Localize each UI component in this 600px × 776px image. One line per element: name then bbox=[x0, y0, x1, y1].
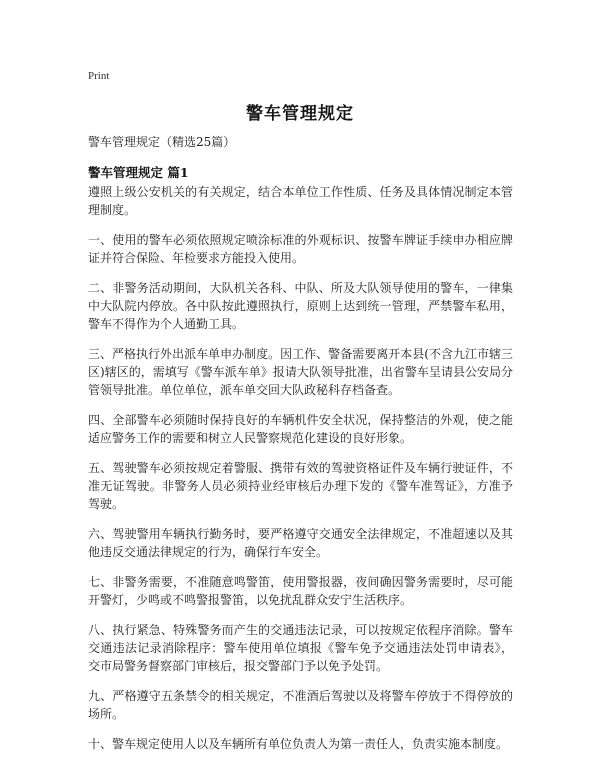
paragraph-item-8: 八、执行紧急、特殊警务而产生的交通违法记录，可以按规定依程序消除。警车交通违法记录消除程序：警车使用单位填报《警车免予交通违法处罚申请表》，交市局警务督察部门审核后，报交警部门予以免予处罚。 bbox=[88, 623, 513, 673]
paragraph-item-10: 十、警车规定使用人以及车辆所有单位负责人为第一责任人，负责实施本制度。 bbox=[88, 737, 509, 751]
document-subtitle: 警车管理规定（精选25篇） bbox=[88, 135, 236, 149]
paragraph-item-4: 四、全部警车必须随时保持良好的车辆机件安全状况，保持整洁的外观，使之能适应警务工作的需要和树立人民警察规范化建设的良好形象。 bbox=[88, 413, 513, 445]
paragraph-item-3: 三、严格执行外出派车单申办制度。因工作、警备需要离开本县(不含九江市辖三区)辖区的，需填写《警车派车单》报请大队领导批准，出省警车呈请县公安局分管领导批准。单位单位，派车单交回大队政秘科存档备查。 bbox=[88, 347, 513, 397]
paragraph-item-1: 一、使用的警车必须依照规定喷涂标准的外观标识、按警车牌证手续申办相应牌证并符合保险、年检要求方能投入使用。 bbox=[88, 233, 513, 265]
document-body bbox=[88, 183, 513, 765]
print-link[interactable]: Print bbox=[88, 70, 110, 82]
paragraph-item-9: 九、严格遵守五条禁令的相关规定，不准酒后驾驶以及将警车停放于不得停放的场所。 bbox=[88, 689, 513, 721]
document-title: 警车管理规定 bbox=[246, 104, 354, 124]
paragraph-item-7: 七、非警务需要，不准随意鸣警笛，使用警报器，夜间确因警务需要时，尽可能开警灯，少鸣或不鸣警报警笛，以免扰乱群众安宁生活秩序。 bbox=[88, 575, 513, 607]
paragraph-item-5: 五、驾驶警车必须按规定着警服、携带有效的驾驶资格证件及车辆行驶证件，不准无证驾驶。非警务人员必须持业经审核后办理下发的《警车准驾证》，方准予驾驶。 bbox=[88, 461, 513, 511]
paragraph-item-2: 二、非警务活动期间，大队机关各科、中队、所及大队领导使用的警车，一律集中大队院内停放。各中队按此遵照执行，原则上达到统一管理，严禁警车私用，警车不得作为个人通勤工具。 bbox=[88, 281, 513, 331]
paragraph-item-6: 六、驾驶警用车辆执行勤务时，要严格遵守交通安全法律规定，不准超速以及其他违反交通法律规定的行为，确保行车安全。 bbox=[88, 527, 513, 559]
section-heading: 警车管理规定 篇1 bbox=[88, 165, 189, 180]
paragraph-intro: 遵照上级公安机关的有关规定，结合本单位工作性质、任务及具体情况制定本管理制度。 bbox=[88, 185, 513, 217]
